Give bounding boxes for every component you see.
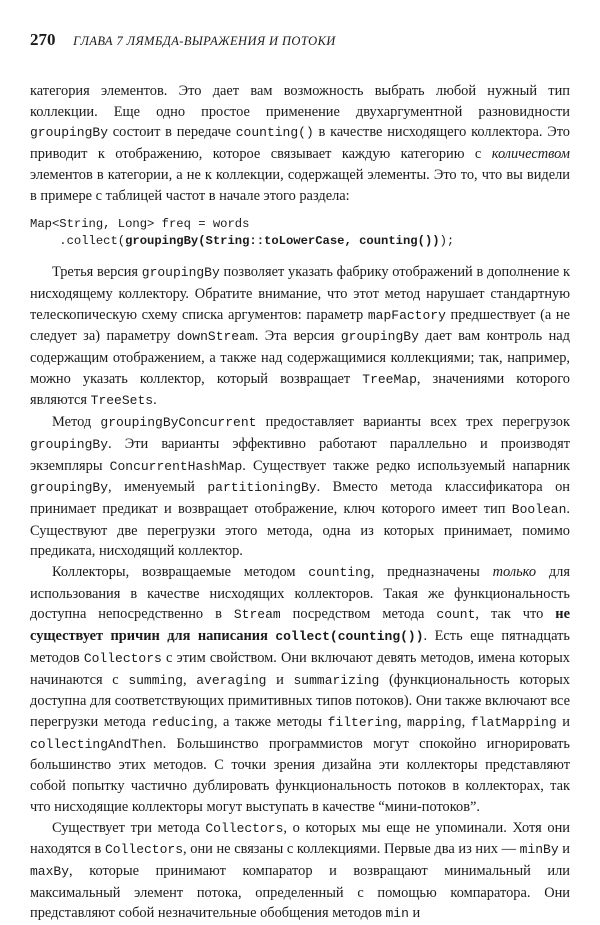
- inline-code: TreeSets: [91, 393, 153, 408]
- chapter-title: ГЛАВА 7 ЛЯМБДА-ВЫРАЖЕНИЯ И ПОТОКИ: [73, 34, 336, 48]
- text: Существует три метода: [52, 820, 205, 836]
- code-line: [30, 233, 570, 250]
- emphasis: только: [493, 564, 536, 580]
- text: с этим свойством. Они включают девять методов, имена которых начинаются с: [30, 650, 570, 688]
- inline-code: partitioningBy: [207, 480, 316, 495]
- paragraph-5: [30, 818, 570, 925]
- inline-code: Collectors: [205, 821, 283, 836]
- text: , которые принимают компаратор и возвращают минимальный или максимальный элемент потока, определенный с помощью компаратора. Они представляют собой незначительные обобщения методов: [30, 863, 570, 921]
- text: и: [559, 841, 570, 857]
- inline-code: counting(): [236, 125, 314, 140]
- inline-code: groupingBy: [142, 265, 220, 280]
- code-line: Map<String, Long> freq = words: [30, 216, 570, 233]
- inline-code: Collectors: [84, 651, 162, 666]
- text: посредством метода: [281, 606, 437, 622]
- inline-code: groupingBy: [30, 480, 108, 495]
- paragraph-1: [30, 81, 570, 206]
- text: . Существуют две перегрузки этого метода, одна из которых принимает, помимо предиката, нисходящий коллектор.: [30, 501, 570, 559]
- inline-code: Stream: [234, 607, 281, 622]
- text: категория элементов. Это дает вам возможность выбрать любой нужный тип коллекции. Еще одно простое применение двухаргументной разновидности: [30, 83, 570, 120]
- inline-code: count: [436, 607, 475, 622]
- text: . Есть еще пятнадцать методов: [30, 628, 570, 666]
- inline-code: collectingAndThen: [30, 737, 163, 752]
- text: предшествует (а не следует за) параметру: [30, 307, 570, 345]
- text: позволяет указать фабрику отображений в дополнение к нисходящему коллектору. Обратите внимание, что этот метод нарушает стандартную телескопическую схему списка аргументов: параметр: [30, 264, 570, 322]
- inline-code: groupingBy: [30, 437, 108, 452]
- text: Метод: [52, 414, 100, 430]
- text: в качестве нисходящего коллектора. Это приводит к отображению, которое связывает каждую категорию с: [30, 124, 570, 162]
- emphasis: количеством: [492, 146, 570, 162]
- text: и: [557, 714, 570, 730]
- paragraph-4: [30, 562, 570, 817]
- text: Коллекторы, возвращаемые методом: [52, 564, 308, 580]
- paragraph-3: [30, 412, 570, 562]
- text: предоставляет варианты всех трех перегрузок: [256, 414, 570, 430]
- text: , они не связаны с коллекциями. Первые два из них —: [183, 841, 520, 857]
- text: . Эта версия: [255, 328, 341, 344]
- text: , а также методы: [214, 714, 328, 730]
- inline-code: mapFactory: [368, 308, 446, 323]
- inline-code: Collectors: [105, 842, 183, 857]
- text: . Существует также редко используемый напарник: [242, 458, 570, 474]
- text: и: [266, 672, 293, 688]
- code-fragment: .collect(: [30, 234, 125, 248]
- inline-code: groupingBy: [30, 125, 108, 140]
- text: , значениями которого являются: [30, 371, 570, 409]
- inline-code: mapping: [407, 715, 462, 730]
- text: , так что: [475, 606, 555, 622]
- text: ,: [183, 672, 196, 688]
- text: ,: [398, 714, 407, 730]
- text: , именуемый: [108, 479, 207, 495]
- text: , предназначены: [371, 564, 493, 580]
- text: . Эти варианты эффективно работают параллельно и производят экземпляры: [30, 436, 570, 474]
- inline-code-bold: collect(counting()): [275, 629, 423, 644]
- inline-code: counting: [308, 565, 370, 580]
- inline-code: reducing: [151, 715, 213, 730]
- page-body: [30, 81, 570, 925]
- text: для использования в качестве нисходящих коллекторов. Такая же функциональность доступна непосредственно в: [30, 564, 570, 622]
- inline-code: summing: [128, 673, 183, 688]
- inline-code: groupingByConcurrent: [100, 415, 256, 430]
- text: дает вам контроль над содержащим отображением, а также над содержащимися коллекциями; так, например, можно указать коллектор, который возвращает: [30, 328, 570, 386]
- page-number: 270: [30, 30, 56, 49]
- inline-code: ConcurrentHashMap: [110, 459, 243, 474]
- inline-code: Boolean: [512, 502, 567, 517]
- text: элементов в категории, а не к коллекции, содержащей элементы. Это то, что вы видели в примере с таблицей частот в начале этого раздела:: [30, 167, 570, 204]
- text: Третья версия: [52, 264, 142, 280]
- text: ,: [462, 714, 471, 730]
- inline-code: minBy: [520, 842, 559, 857]
- text: , о которых мы еще не упоминали. Хотя они находятся в: [30, 820, 570, 858]
- inline-code: downStream: [177, 329, 255, 344]
- running-header: [30, 30, 570, 52]
- inline-code: groupingBy: [341, 329, 419, 344]
- inline-code: maxBy: [30, 864, 69, 879]
- inline-code: averaging: [196, 673, 266, 688]
- inline-code: TreeMap: [362, 372, 417, 387]
- code-block: [30, 216, 570, 250]
- code-fragment: );: [440, 234, 455, 248]
- text: (функциональность которых доступна для соответствующих примитивных типов потоков). Они также включают все перегрузки метода: [30, 672, 570, 730]
- code-fragment-bold: groupingBy(String::toLowerCase, counting()): [125, 234, 440, 248]
- text: .: [153, 392, 157, 408]
- inline-code: summarizing: [294, 673, 380, 688]
- paragraph-2: [30, 262, 570, 412]
- inline-code: filtering: [328, 715, 398, 730]
- text: . Большинство программистов могут спокойно игнорировать большинство этих методов. С точки зрения дизайна эти коллекторы представляют собой попытку частично дублировать функциональность потоков в коллекторах, так что нисходящие коллекторы могут выступать в качестве “мини-потоков”.: [30, 736, 570, 815]
- text: и: [409, 905, 420, 921]
- text: . Вместо метода классификатора он принимает предикат и возвращает отображение, ключ которого имеет тип: [30, 479, 570, 517]
- bold-text: не существует причин для написания: [30, 606, 570, 644]
- text: состоит в передаче: [108, 124, 236, 140]
- inline-code: flatMapping: [471, 715, 557, 730]
- inline-code: min: [386, 906, 409, 921]
